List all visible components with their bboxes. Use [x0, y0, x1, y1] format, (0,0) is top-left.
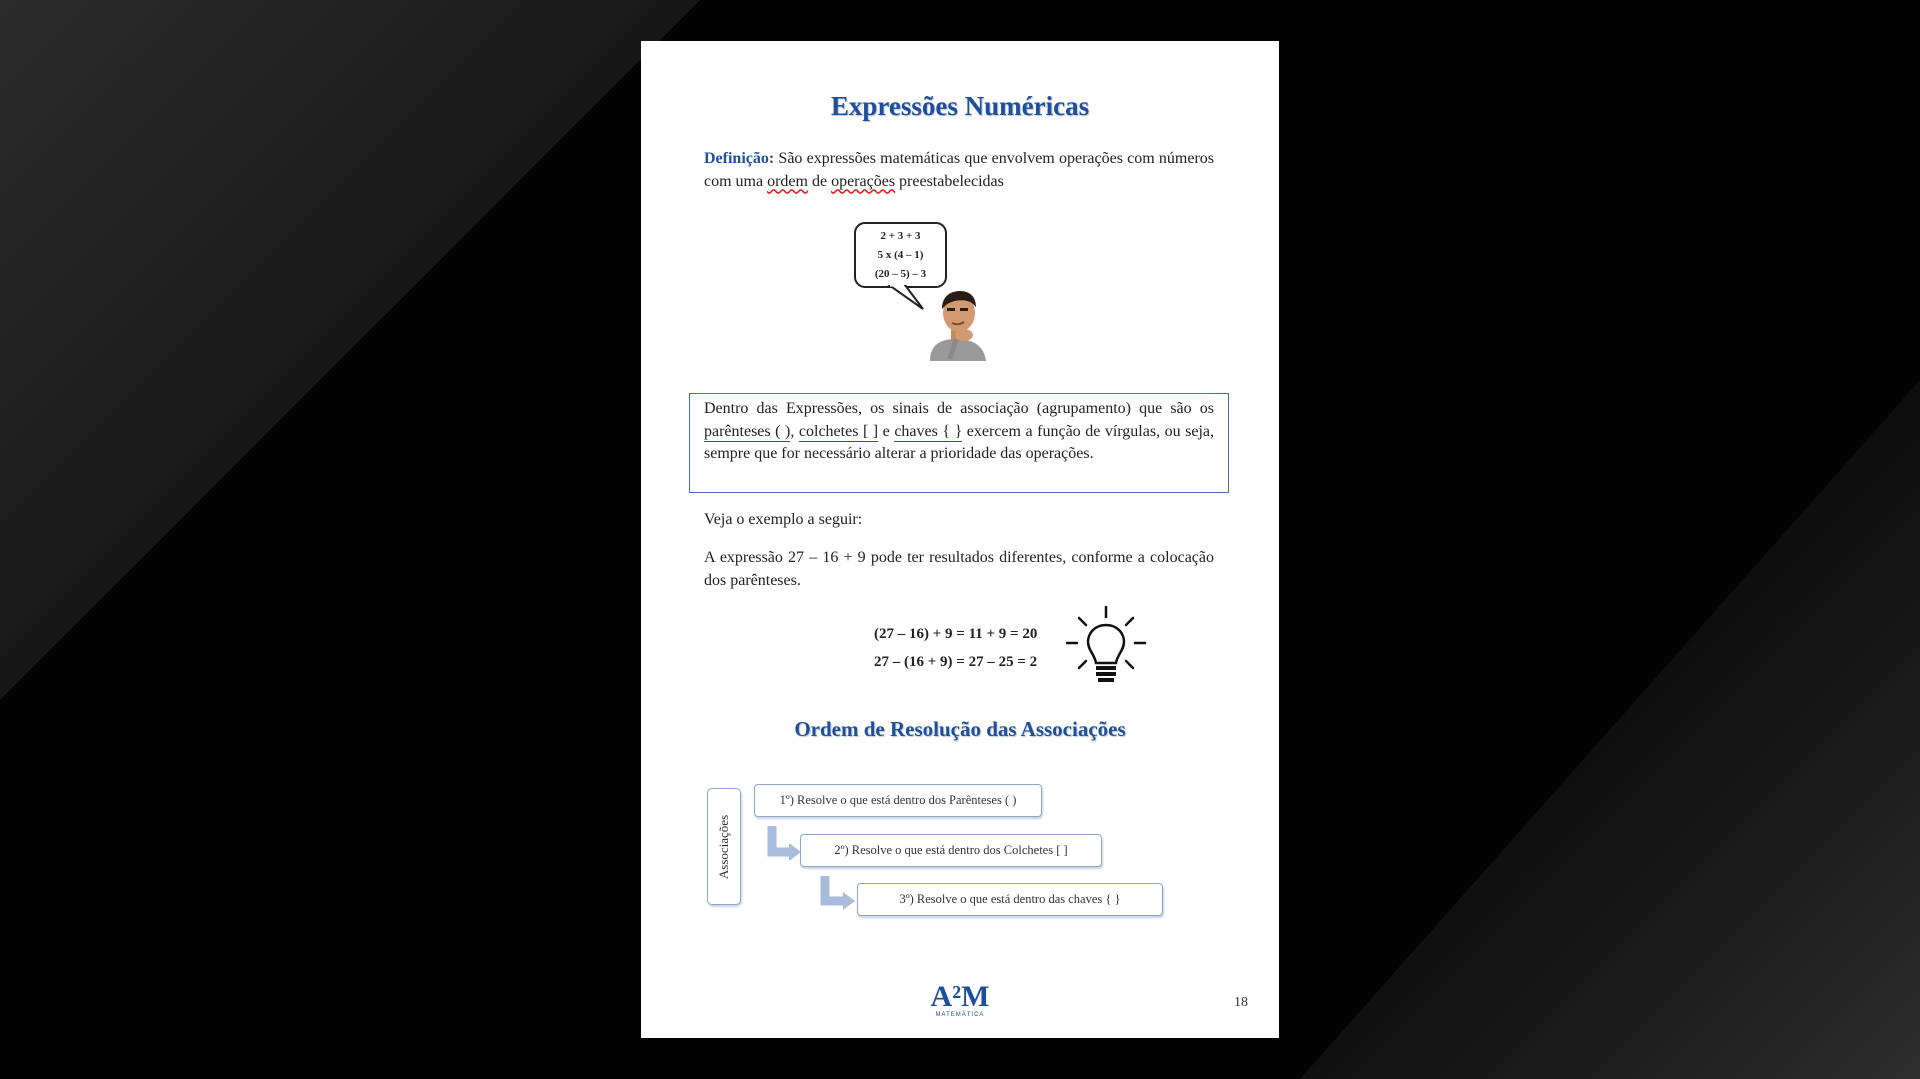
- expression-paragraph: A expressão 27 – 16 + 9 pode ter resultados diferentes, conforme a colocação dos parênteses.: [704, 549, 1214, 589]
- step-1-text: 1º) Resolve o que está dentro dos Parênteses ( ): [779, 793, 1017, 807]
- assoc-chaves: chaves { }: [894, 422, 963, 440]
- assoc-colchetes: colchetes [ ]: [798, 422, 879, 440]
- associacoes-label-box: [707, 788, 741, 905]
- example-intro: Veja o exemplo a seguir:: [704, 511, 863, 528]
- logo-sub: MATEMÁTICA: [935, 1012, 985, 1018]
- assoc-text-2: ,: [790, 422, 799, 440]
- document-page: [641, 41, 1279, 1038]
- definition-label: Definição:: [704, 150, 775, 167]
- definition-text-after: preestabelecidas: [895, 172, 1004, 190]
- assoc-text-4: exercem a função de vírgulas, ou seja, sempre que for necessário alterar a prioridade das operações.: [704, 422, 1215, 462]
- step-1-box: [754, 784, 1042, 817]
- step-2-box: [800, 834, 1102, 867]
- step-3-text: 3º) Resolve o que está dentro das chaves { }: [899, 892, 1121, 906]
- assoc-text-1: Dentro das Expressões, os sinais de associação (agrupamento) que são os: [704, 400, 1214, 417]
- example-line-2: 27 – (16 + 9) = 27 – 25 = 2: [874, 654, 1038, 670]
- associacoes-label: Associações: [716, 814, 731, 879]
- page-number: 18: [1234, 995, 1248, 1010]
- bubble-line-2: 5 x (4 – 1): [877, 248, 924, 261]
- bubble-line-1: 2 + 3 + 3: [880, 229, 921, 242]
- step-3-box: [857, 883, 1163, 916]
- definition-word-ordem: ordem: [767, 172, 808, 190]
- page-title: Expressões Numéricas: [830, 91, 1090, 121]
- logo-main: A²M: [930, 980, 990, 1013]
- assoc-text-3: e: [878, 422, 895, 440]
- definition-text-mid: de: [807, 172, 832, 190]
- step-2-text: 2º) Resolve o que está dentro dos Colchetes [ ]: [834, 843, 1068, 857]
- logo-a2m: [922, 976, 998, 1018]
- bubble-line-3: (20 – 5) – 3: [874, 268, 927, 281]
- definition-text-before: São expressões matemáticas que envolvem operações com números com uma: [704, 150, 1214, 190]
- definition-word-operacoes: operações: [831, 172, 896, 190]
- section-subtitle: Ordem de Resolução das Associações: [794, 717, 1126, 741]
- example-line-1: (27 – 16) + 9 = 11 + 9 = 20: [874, 626, 1038, 642]
- assoc-parenteses: parênteses ( ): [704, 422, 791, 440]
